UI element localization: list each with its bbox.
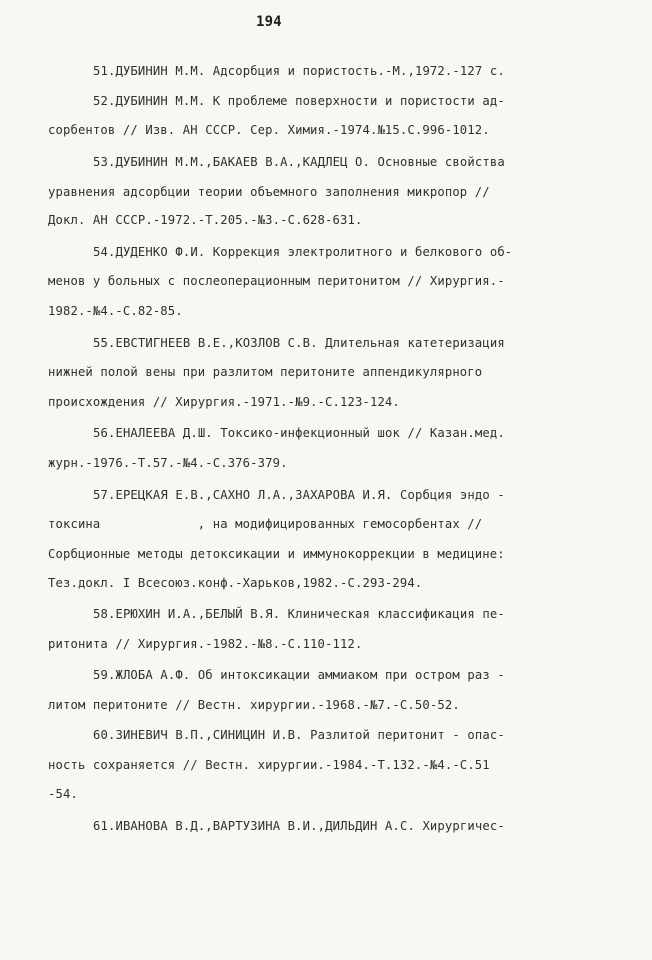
ref-54-line-1: 54.ДУДЕНКО Ф.И. Коррекция электролитного и белкового об- bbox=[93, 245, 513, 259]
ref-53-line-2: уравнения адсорбции теории объемного заполнения микропор // bbox=[48, 185, 490, 199]
ref-57-line-1: 57.ЕРЕЦКАЯ Е.В.,САХНО Л.А.,ЗАХАРОВА И.Я. Сорбция эндо - bbox=[93, 488, 505, 502]
ref-51-line-1: 51.ДУБИНИН М.М. Адсорбция и пористость.-М.,1972.-127 с. bbox=[93, 64, 505, 78]
ref-57-line-3: Сорбционные методы детоксикации и иммунокоррекции в медицине: bbox=[48, 547, 505, 561]
ref-57-line-2: токсина , на модифицированных гемосорбентах // bbox=[48, 517, 483, 531]
ref-59-line-2: литом перитоните // Вестн. хирургии.-1968.-№7.-С.50-52. bbox=[48, 698, 460, 712]
ref-53-line-3: Докл. АН СССР.-1972.-Т.205.-№3.-С.628-631. bbox=[48, 213, 363, 227]
ref-60-line-3: -54. bbox=[48, 787, 78, 801]
ref-52-line-2: сорбентов // Изв. АН СССР. Сер. Химия.-1974.№15.С.996-1012. bbox=[48, 123, 490, 137]
ref-60-line-1: 60.ЗИНЕВИЧ В.П.,СИНИЦИН И.В. Разлитой перитонит - опас- bbox=[93, 728, 505, 742]
ref-53-line-1: 53.ДУБИНИН М.М.,БАКАЕВ В.А.,КАДЛЕЦ О. Основные свойства bbox=[93, 155, 505, 169]
ref-60-line-2: ность сохраняется // Вестн. хирургии.-1984.-Т.132.-№4.-С.51 bbox=[48, 758, 490, 772]
ref-52-line-1: 52.ДУБИНИН М.М. К проблеме поверхности и пористости ад- bbox=[93, 94, 505, 108]
ref-54-line-2: менов у больных с послеоперационным перитонитом // Хирургия.- bbox=[48, 274, 505, 288]
ref-54-line-3: 1982.-№4.-С.82-85. bbox=[48, 304, 183, 318]
ref-58-line-1: 58.ЕРЮХИН И.А.,БЕЛЫЙ В.Я. Клиническая классификация пе- bbox=[93, 607, 505, 621]
ref-55-line-2: нижней полой вены при разлитом перитоните аппендикулярного bbox=[48, 365, 483, 379]
ref-56-line-2: журн.-1976.-Т.57.-№4.-С.376-379. bbox=[48, 456, 288, 470]
ref-57-line-4: Тез.докл. I Всесоюз.конф.-Харьков,1982.-С.293-294. bbox=[48, 576, 423, 590]
ref-61-line-1: 61.ИВАНОВА В.Д.,ВАРТУЗИНА В.И.,ДИЛЬДИН А.С. Хирургичес- bbox=[93, 819, 505, 833]
ref-59-line-1: 59.ЖЛОБА А.Ф. Об интоксикации аммиаком при остром раз - bbox=[93, 668, 505, 682]
page-number: 194 bbox=[256, 14, 282, 30]
ref-55-line-1: 55.ЕВСТИГНЕЕВ В.Е.,КОЗЛОВ С.В. Длительная катетеризация bbox=[93, 336, 505, 350]
ref-56-line-1: 56.ЕНАЛЕЕВА Д.Ш. Токсико-инфекционный шок // Казан.мед. bbox=[93, 426, 505, 440]
ref-55-line-3: происхождения // Хирургия.-1971.-№9.-С.123-124. bbox=[48, 395, 400, 409]
ref-58-line-2: ритонита // Хирургия.-1982.-№8.-С.110-112. bbox=[48, 637, 363, 651]
